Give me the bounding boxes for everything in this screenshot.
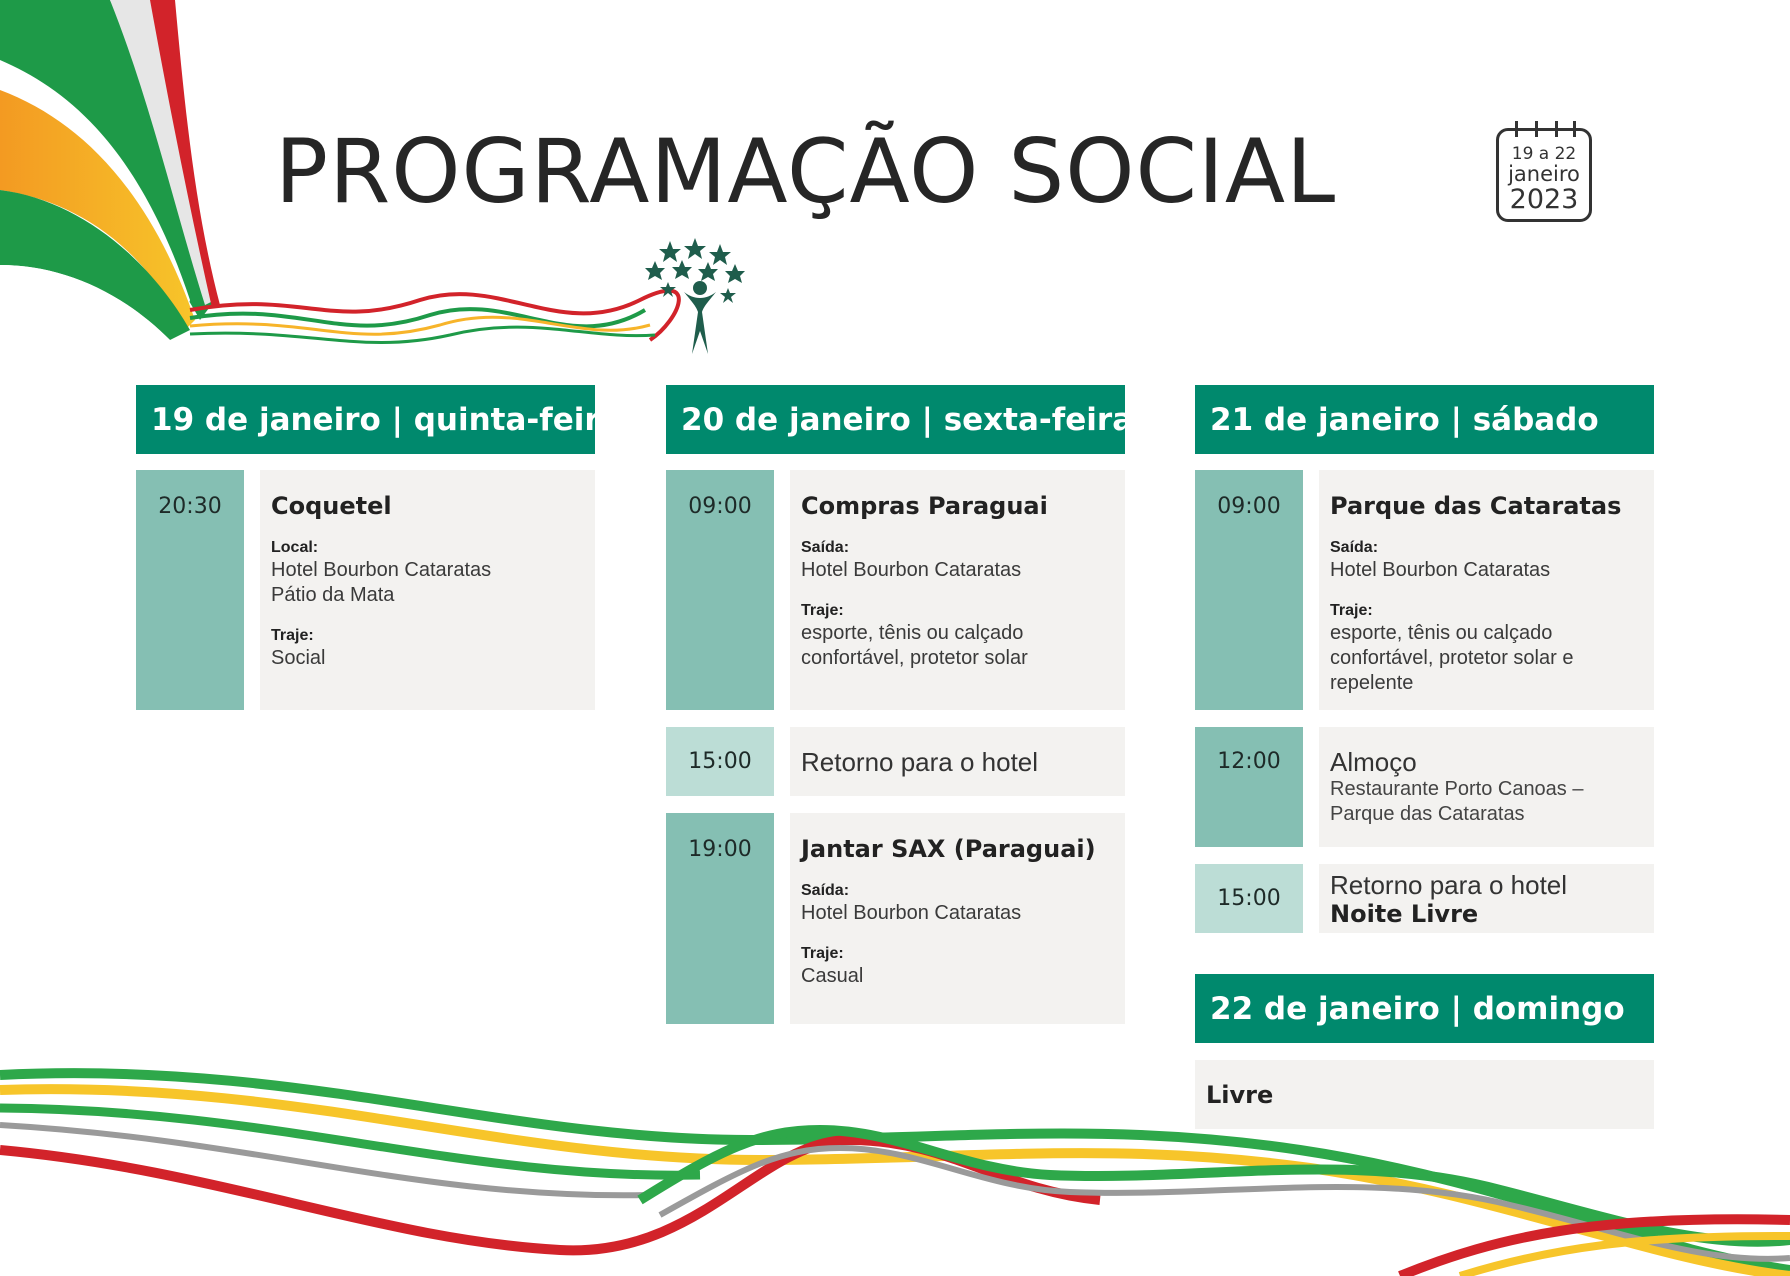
time-slot: 15:00 [666, 727, 774, 796]
event-subtext: Restaurante Porto Canoas – Parque das Cataratas [1330, 778, 1584, 825]
event-text: Retorno para o hotel [1330, 869, 1568, 900]
field-label: Traje: [801, 602, 844, 619]
field-value: Social [271, 647, 326, 669]
field-label: Traje: [1330, 602, 1373, 619]
time-slot: 19:00 [666, 813, 774, 1024]
field-label: Saída: [1330, 539, 1379, 556]
field-label: Saída: [801, 882, 850, 899]
event-card-livre [1195, 1060, 1654, 1129]
field-label: Saída: [801, 539, 850, 556]
event-text: Retorno para o hotel [801, 746, 1039, 777]
event-card-compras [790, 470, 1125, 710]
time-slot: 20:30 [136, 470, 244, 710]
event-title: Jantar SAX (Paraguai) [801, 835, 1096, 863]
event-title: Coquetel [271, 492, 392, 520]
field-value: Hotel Bourbon Cataratas [1330, 559, 1551, 581]
field-value: Hotel Bourbon Cataratas [801, 902, 1022, 924]
event-card-retorno [790, 727, 1125, 796]
event-card-almoco [1319, 727, 1654, 847]
field-value: esporte, tênis ou calçado confortável, protetor solar e repelente [1330, 622, 1574, 694]
calendar-dates: 19 a 22 [1511, 144, 1577, 164]
field-label: Traje: [801, 945, 844, 962]
time-slot: 09:00 [1195, 470, 1303, 710]
field-label: Local: [271, 539, 319, 556]
event-card-jantar [790, 813, 1125, 1024]
field-value: Casual [801, 965, 864, 987]
field-value: esporte, tênis ou calçado confortável, protetor solar [801, 622, 1028, 669]
day-header-19: 19 de janeiro | quinta-feira [136, 385, 595, 454]
calendar-icon [1496, 128, 1592, 222]
calendar-year: 2023 [1509, 184, 1579, 215]
day-header-21: 21 de janeiro | sábado [1195, 385, 1654, 454]
event-title: Parque das Cataratas [1330, 492, 1622, 520]
event-text: Livre [1206, 1080, 1274, 1109]
field-value: Hotel Bourbon Cataratas Pátio da Mata [271, 559, 492, 606]
event-card-coquetel [260, 470, 595, 710]
event-card-parque [1319, 470, 1654, 710]
time-slot: 09:00 [666, 470, 774, 710]
time-slot: 15:00 [1195, 864, 1303, 933]
day-header-20: 20 de janeiro | sexta-feira [666, 385, 1125, 454]
event-text: Almoço [1330, 747, 1417, 777]
event-title: Compras Paraguai [801, 492, 1048, 520]
field-value: Hotel Bourbon Cataratas [801, 559, 1022, 581]
event-highlight: Noite Livre [1330, 899, 1479, 928]
tree-logo-icon [640, 236, 760, 356]
calendar-month: janeiro [1508, 162, 1580, 186]
event-card-noite-livre [1319, 864, 1654, 933]
field-label: Traje: [271, 627, 314, 644]
page-title: PROGRAMAÇÃO SOCIAL [275, 120, 1337, 223]
time-slot: 12:00 [1195, 727, 1303, 847]
day-header-22: 22 de janeiro | domingo [1195, 974, 1654, 1043]
